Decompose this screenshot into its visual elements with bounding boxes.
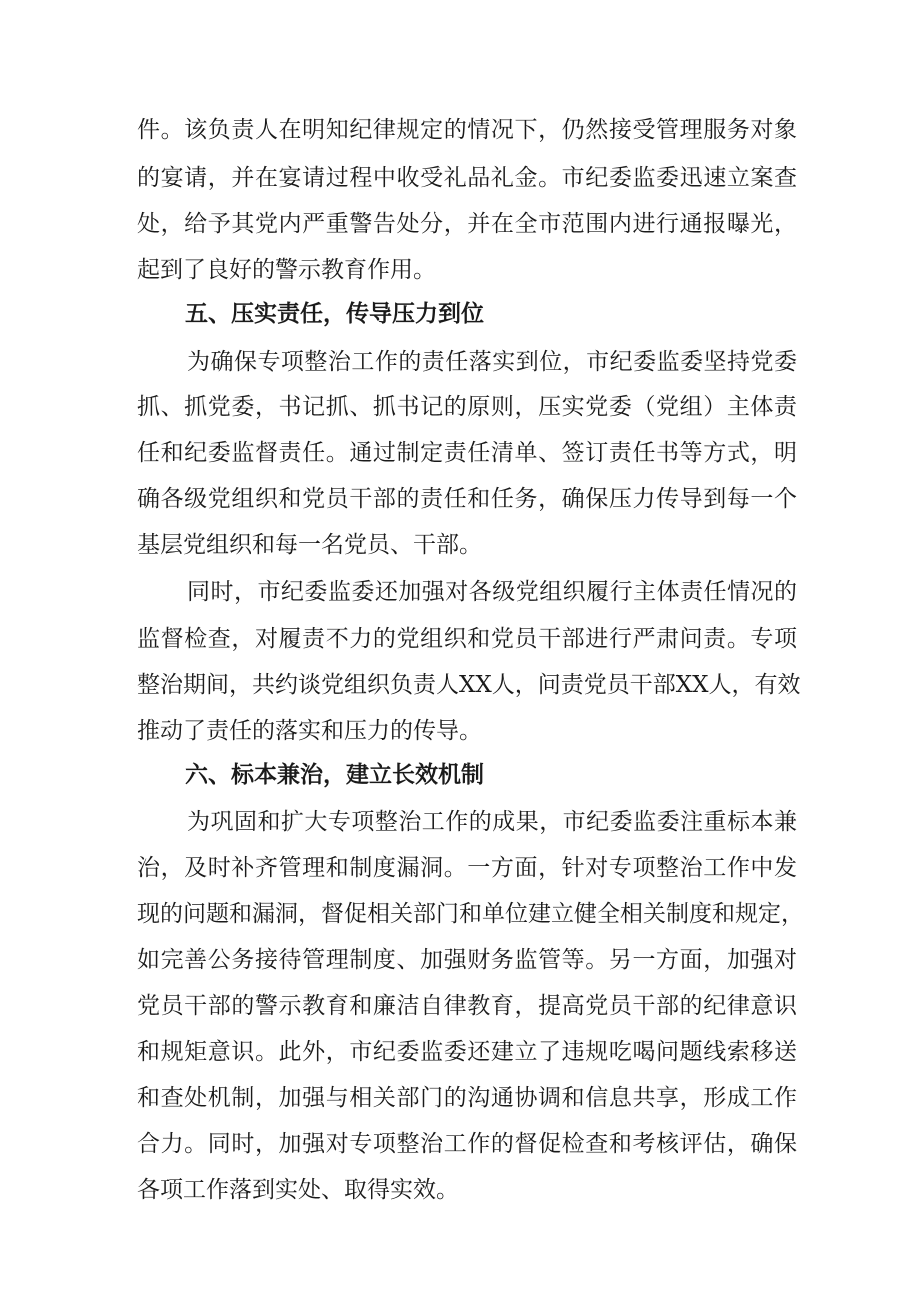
paragraph-line: 任和纪委监督责任。通过制定责任清单、签订责任书等方式，明 xyxy=(137,440,797,466)
paragraph-line: 监督检查，对履责不力的党组织和党员干部进行严肃问责。专项 xyxy=(137,626,797,652)
paragraph-line: 推动了责任的落实和压力的传导。 xyxy=(137,718,482,744)
paragraph-line: 为确保专项整治工作的责任落实到位，市纪委监委坚持党委 xyxy=(187,349,797,375)
paragraph-line: 为巩固和扩大专项整治工作的成果，市纪委监委注重标本兼 xyxy=(187,809,797,835)
section-heading-5: 五、压实责任，传导压力到位 xyxy=(185,301,484,327)
paragraph-line: 同时，市纪委监委还加强对各级党组织履行主体责任情况的 xyxy=(187,579,797,605)
paragraph-line: 各项工作落到实处、取得实效。 xyxy=(137,1177,459,1203)
paragraph-line: 治，及时补齐管理和制度漏洞。一方面，针对专项整治工作中发 xyxy=(137,855,797,881)
paragraph-line: 整治期间，共约谈党组织负责人XX人，问责党员干部XX人，有效 xyxy=(137,672,801,698)
paragraph-line: 的宴请，并在宴请过程中收受礼品礼金。市纪委监委迅速立案查 xyxy=(137,165,797,191)
paragraph-line: 起到了良好的警示教育作用。 xyxy=(137,257,436,283)
paragraph-line: 抓、抓党委，书记抓、抓书记的原则，压实党委（党组）主体责 xyxy=(137,394,797,420)
paragraph-line: 如完善公务接待管理制度、加强财务监管等。另一方面，加强对 xyxy=(137,947,797,973)
paragraph-line: 处，给予其党内严重警告处分，并在全市范围内进行通报曝光， xyxy=(137,211,797,237)
paragraph-line: 党员干部的警示教育和廉洁自律教育，提高党员干部的纪律意识 xyxy=(137,993,797,1019)
paragraph-line: 基层党组织和每一名党员、干部。 xyxy=(137,532,482,558)
section-heading-6: 六、标本兼治，建立长效机制 xyxy=(185,762,484,788)
paragraph-line: 合力。同时，加强对专项整治工作的督促检查和考核评估，确保 xyxy=(137,1131,797,1157)
paragraph-line: 现的问题和漏洞，督促相关部门和单位建立健全相关制度和规定， xyxy=(137,901,804,927)
paragraph-line: 件。该负责人在明知纪律规定的情况下，仍然接受管理服务对象 xyxy=(137,117,797,143)
paragraph-line: 确各级党组织和党员干部的责任和任务，确保压力传导到每一个 xyxy=(137,486,797,512)
paragraph-line: 和规矩意识。此外，市纪委监委还建立了违规吃喝问题线索移送 xyxy=(137,1039,797,1065)
paragraph-line: 和查处机制，加强与相关部门的沟通协调和信息共享，形成工作 xyxy=(137,1085,797,1111)
